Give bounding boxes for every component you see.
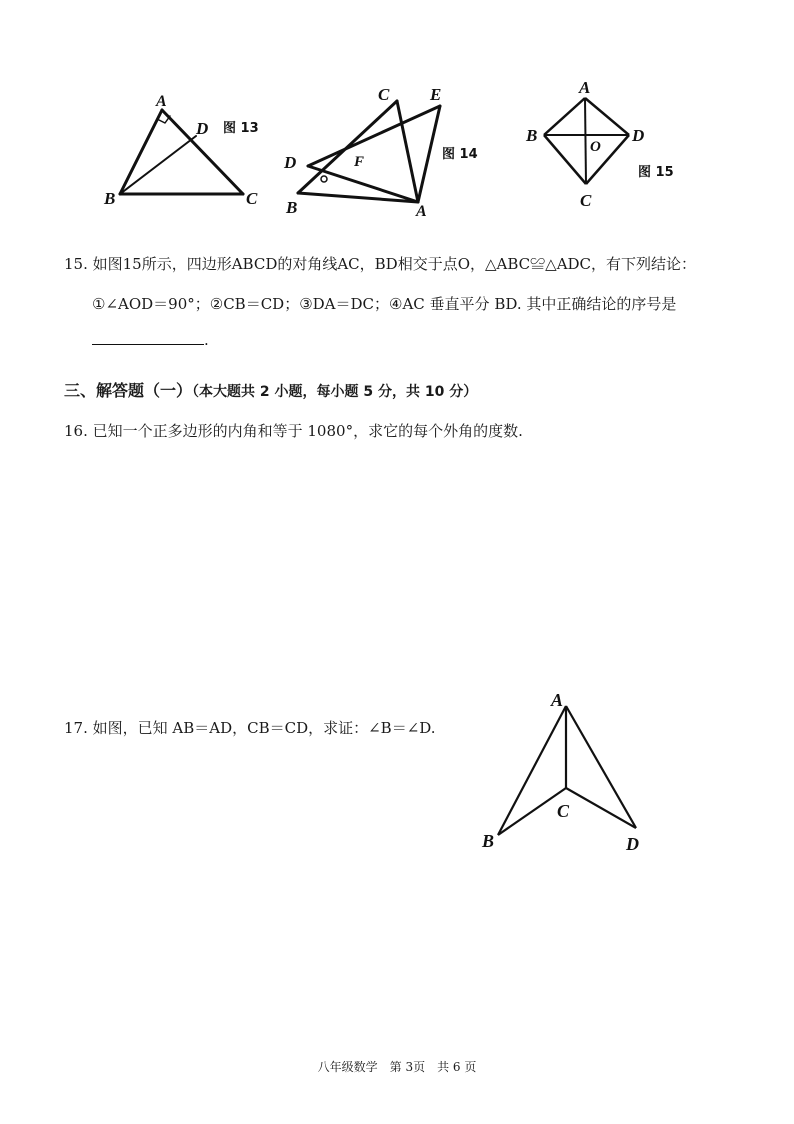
figure-15 (520, 78, 690, 213)
fig13-label-a: A (156, 93, 167, 110)
fig15-side-ad (585, 98, 629, 135)
fig14-side-de (308, 106, 440, 166)
fig15-caption: 图 15 (638, 165, 674, 180)
fig14-caption: 图 14 (442, 147, 478, 162)
fig14-label-d: D (284, 153, 297, 172)
fig13-label-c: C (246, 189, 258, 208)
fig13-side-ab (120, 110, 162, 194)
section-3-heading (64, 380, 477, 403)
fig15-diagonal-ac (585, 98, 586, 184)
fig14-label-e: E (430, 85, 442, 104)
fig15-label-c: C (580, 191, 592, 210)
fig17-label-c: C (557, 801, 570, 821)
fig14-label-c: C (378, 85, 390, 104)
page-footer (0, 1058, 794, 1075)
figure-14 (280, 82, 490, 220)
fig14-label-b: B (286, 198, 298, 217)
section-3-title: 三、解答题（一） (64, 381, 193, 400)
fig14-point-g (321, 176, 327, 182)
fig17-label-a: A (551, 690, 564, 710)
footer-subject: 八年级数学 (317, 1060, 378, 1074)
fig17-side-cb (498, 788, 566, 835)
fig13-label-b: B (104, 189, 116, 208)
section-3-note: （本大题共 2 小题，每小题 5 分，共 10 分） (192, 384, 478, 400)
fig13-caption: 图 13 (223, 121, 259, 136)
figure-17 (476, 684, 656, 859)
fig13-label-d: D (196, 119, 209, 138)
fig13-segment-bd (120, 136, 196, 194)
footer-page-number: 第 3页 (389, 1060, 426, 1074)
fig15-label-d: D (632, 126, 645, 145)
fig14-side-ea (418, 106, 440, 202)
fig17-side-ad (566, 706, 636, 828)
q16-text: 16. 已知一个正多边形的内角和等于 1080°，求它的每个外角的度数. (64, 422, 523, 440)
fig17-label-d: D (626, 834, 639, 854)
q15-answer-blank[interactable] (92, 330, 204, 345)
q15-answer-suffix: . (204, 331, 209, 349)
q15-line-1: 15. 如图15所示，四边形ABCD的对角线AC，BD相交于点O，△ABC≌△ADC，有下列结论： (64, 255, 697, 273)
fig17-side-ab (498, 706, 566, 835)
q17-text: 17. 如图，已知 AB＝AD，CB＝CD，求证：∠B＝∠D. (64, 719, 436, 737)
fig15-label-a: A (579, 78, 591, 97)
figure-13 (100, 88, 280, 213)
q15-line-2: ①∠AOD＝90°；②CB＝CD；③DA＝DC；④AC 垂直平分 BD. 其中正确结论的序号是 (92, 295, 677, 313)
footer-total-pages: 共 6 页 (437, 1060, 477, 1074)
fig15-label-b: B (526, 126, 538, 145)
fig14-label-f: F (354, 154, 365, 170)
fig15-label-o: O (590, 139, 601, 155)
fig15-side-bc (544, 135, 586, 184)
fig14-label-a: A (416, 203, 427, 220)
q15-answer-line (92, 330, 209, 350)
fig17-label-b: B (482, 831, 495, 851)
fig15-side-ab (544, 98, 585, 135)
